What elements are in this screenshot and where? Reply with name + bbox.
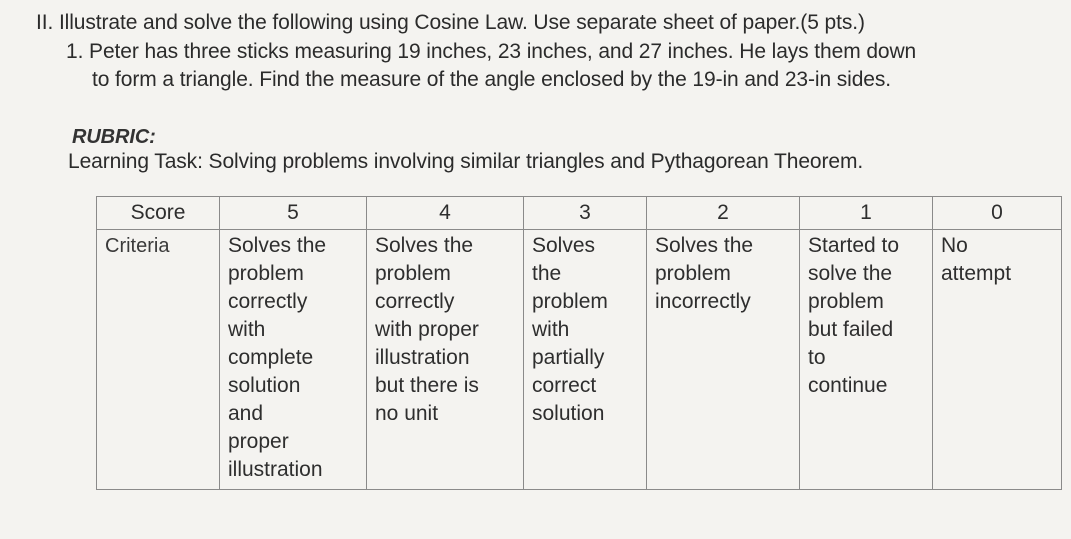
score-3: 3 (524, 197, 647, 230)
criteria-score-0 (933, 230, 1062, 490)
criteria-score-3 (524, 230, 647, 490)
criteria-line: solution (532, 402, 605, 425)
criteria-line: with (532, 318, 570, 341)
criteria-line: problem (808, 290, 884, 313)
score-1: 1 (800, 197, 933, 230)
criteria-line: but there is (375, 374, 479, 397)
criteria-line: incorrectly (655, 290, 751, 313)
criteria-line: proper (228, 430, 289, 453)
criteria-line: correctly (375, 290, 455, 313)
criteria-line: Solves the (655, 234, 754, 257)
score-4: 4 (367, 197, 524, 230)
rubric-heading: RUBRIC: (72, 126, 156, 148)
criteria-line: correctly (228, 290, 308, 313)
criteria-line: with (228, 318, 266, 341)
score-row (97, 197, 1062, 230)
learning-task: Learning Task: Solving problems involving similar triangles and Pythagorean Theorem. (68, 150, 864, 173)
criteria-line: Solves the (375, 234, 474, 257)
criteria-label: Criteria (97, 230, 220, 490)
criteria-line: no unit (375, 402, 439, 425)
criteria-score-4 (367, 230, 524, 490)
criteria-score-2 (647, 230, 800, 490)
criteria-line: problem (532, 290, 608, 313)
criteria-line: illustration (228, 458, 323, 481)
criteria-line: problem (228, 262, 304, 285)
instruction-line-2: 1. Peter has three sticks measuring 19 inches, 23 inches, and 27 inches. He lays them down (66, 40, 917, 63)
criteria-score-5 (220, 230, 367, 490)
criteria-line: but failed (808, 318, 894, 341)
criteria-row (97, 230, 1062, 490)
criteria-line: with proper (375, 318, 479, 341)
criteria-score-1 (800, 230, 933, 490)
score-label: Score (97, 197, 220, 230)
criteria-line: solve the (808, 262, 893, 285)
criteria-line: complete (228, 346, 314, 369)
criteria-line: correct (532, 374, 597, 397)
criteria-line: Solves (532, 234, 596, 257)
instruction-line-1: II. Illustrate and solve the following using Cosine Law. Use separate sheet of paper.(5 pts.) (36, 11, 865, 34)
criteria-line: Solves the (228, 234, 327, 257)
criteria-line: to (808, 346, 826, 369)
criteria-line: solution (228, 374, 301, 397)
criteria-line: attempt (941, 262, 1012, 285)
criteria-line: and (228, 402, 264, 425)
criteria-line: Started to (808, 234, 900, 257)
rubric-table (96, 196, 1062, 490)
criteria-line: illustration (375, 346, 470, 369)
criteria-line: problem (375, 262, 451, 285)
criteria-line: problem (655, 262, 731, 285)
score-2: 2 (647, 197, 800, 230)
score-5: 5 (220, 197, 367, 230)
criteria-line: continue (808, 374, 888, 397)
criteria-line: No (941, 234, 968, 257)
score-0: 0 (933, 197, 1062, 230)
criteria-line: the (532, 262, 562, 285)
instruction-line-3: to form a triangle. Find the measure of the angle enclosed by the 19-in and 23-in sides. (92, 68, 892, 91)
criteria-line: partially (532, 346, 605, 369)
